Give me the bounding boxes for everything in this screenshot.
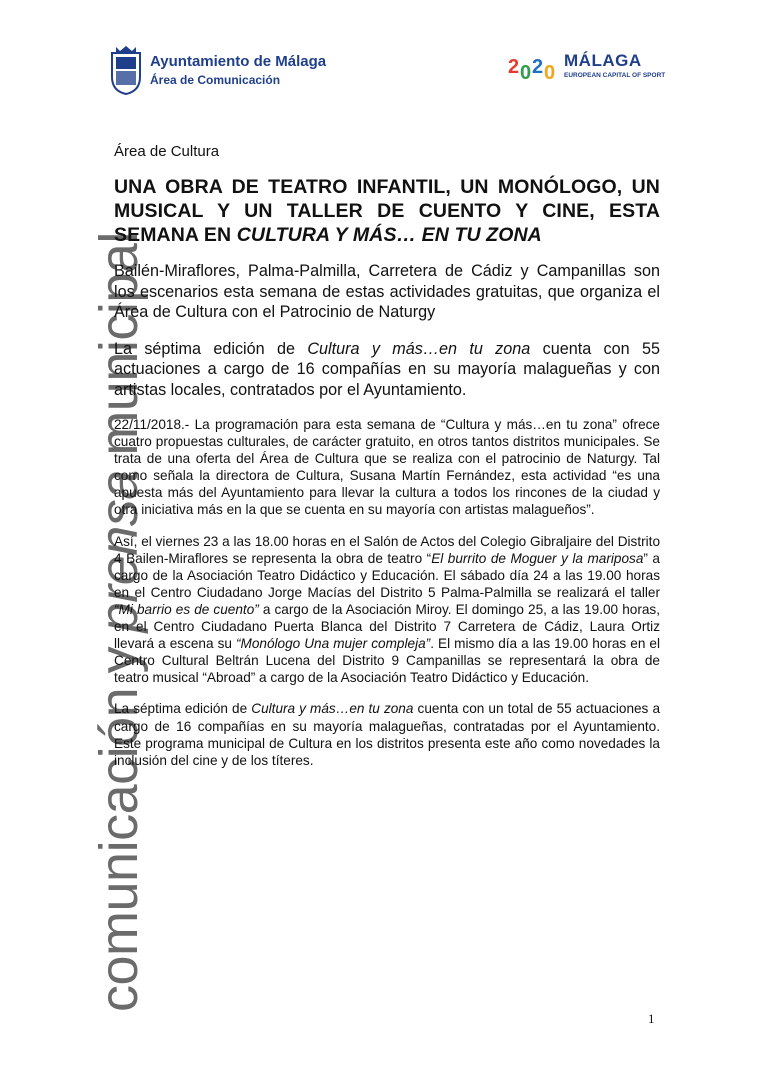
body-paragraph-3: La séptima edición de Cultura y más…en tu zona cuenta con un total de 55 actuaciones a cargo de 16 compañías en su mayoría malagueñas, contratadas por el Ayuntamiento. Este programa municipal de Cultura en los distritos presenta este año como novedades la inclusión del cine y de los títeres. <box>114 701 661 768</box>
year-digit: 2 <box>508 56 520 78</box>
year-digit: 0 <box>520 62 532 84</box>
body-paragraph-2: Así, el viernes 23 a las 18.00 horas en el Salón de Actos del Colegio Gibraljaire del Distrito 4 Bailen-Miraflores se representa la obra de teatro “El burrito de Moguer y la mariposa” a cargo de la Asociación Teatro Didáctico y Educación. El sábado día 24 a las 19.00 horas en el Centro Ciudadano Jorge Macías del Distrito 5 Palma-Palmilla se realizará el taller “Mi barrio es de cuento” a cargo de la Asociación Miroy. El domingo 25, a las 19.00 horas, en el Centro Ciudadano Puerta Blanca del Distrito 7 Carretera de Cádiz, Laura Ortiz llevará a escena su “Monólogo Una mujer compleja”. El mismo día a las 19.00 horas en el Centro Cultural Beltrán Lucena del Distrito 9 Campanillas se representará la obra de teatro musical “Abroad” a cargo de la Asociación Teatro Didáctico y Educación. <box>114 533 661 686</box>
year-digit: 2 <box>532 56 544 78</box>
lead-paragraph-1: Bailén-Miraflores, Palma-Palmilla, Carretera de Cádiz y Campanillas son los escenarios esta semana de estas actividades gratuitas, que organiza el Área de Cultura con el Patrocinio de Naturgy <box>114 262 660 321</box>
ayuntamiento-logo <box>110 45 430 103</box>
page-number: 1 <box>648 1011 655 1026</box>
sidebar-emphasis: prensa <box>89 470 149 633</box>
logo-tagline: EUROPEAN CAPITAL OF SPORT <box>564 72 666 79</box>
malaga-sport-logo <box>508 46 678 86</box>
body-paragraph-1: 22/11/2018.- La programación para esta semana de “Cultura y más…en tu zona” ofrece cuatro propuestas culturales, de carácter gratuito, en otros tantos distritos municipales. Se trata de una oferta del Área de Cultura que se realiza con el patrocinio de Naturgy. Tal como señala la directora de Cultura, Susana Martín Fernández, esta actividad “es una apuesta más del Ayuntamiento para llevar la cultura a todos los rincones de la ciudad y otra iniciativa más en la que se cuenta en su mayoría con artistas malagueños”. <box>114 417 660 518</box>
lead-paragraph-2: La séptima edición de Cultura y más…en tu zona cuenta con 55 actuaciones a cargo de 16 compañías en su mayoría malagueñas y con artistas locales, contratados por el Ayuntamiento. <box>114 339 660 399</box>
year-digit: 0 <box>544 62 556 84</box>
org-subtitle: Área de Comunicación <box>150 73 281 87</box>
department-label: Área de Cultura <box>114 143 220 160</box>
city-name: MÁLAGA <box>564 51 642 70</box>
sidebar-vertical-text: comunicación y prensa municipal <box>89 232 149 1012</box>
document-body <box>114 143 660 783</box>
org-name: Ayuntamiento de Málaga <box>150 53 327 70</box>
coat-of-arms-icon <box>110 45 142 95</box>
headline: UNA OBRA DE TEATRO INFANTIL, UN MONÓLOGO, UN MUSICAL Y UN TALLER DE CUENTO Y CINE, ESTA SEMANA EN CULTURA Y MÁS… EN TU ZONA <box>114 176 660 246</box>
